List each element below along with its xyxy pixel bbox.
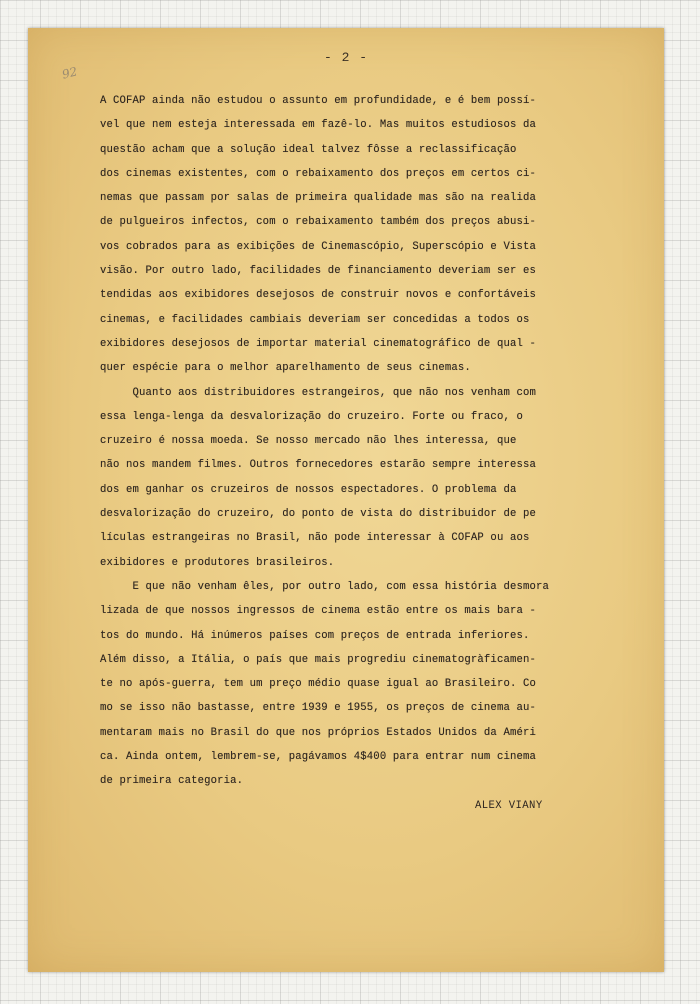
- text-line: nemas que passam por salas de primeira qualidade mas são na realida: [100, 192, 536, 205]
- text-line: essa lenga-lenga da desvalorização do cruzeiro. Forte ou fraco, o: [100, 410, 523, 423]
- typewritten-page: [28, 28, 664, 972]
- text-line: te no após-guerra, tem um preço médio quase igual ao Brasileiro. Co: [100, 678, 536, 691]
- text-line: exibidores desejosos de importar material cinematográfico de qual -: [100, 337, 536, 350]
- body-text: [100, 89, 620, 794]
- author-signature: ALEX VIANY: [475, 800, 543, 812]
- text-line: lizada de que nossos ingressos de cinema estão entre os mais bara -: [100, 605, 536, 618]
- text-line: Quanto aos distribuidores estrangeiros, que não nos venham com: [100, 386, 536, 399]
- text-line: quer espécie para o melhor aparelhamento de seus cinemas.: [100, 362, 471, 375]
- pencil-margin-note: 92: [60, 64, 79, 82]
- text-line: de pulgueiros infectos, com o rebaixamento também dos preços abusi-: [100, 216, 536, 229]
- text-line: cruzeiro é nossa moeda. Se nosso mercado não lhes interessa, que: [100, 435, 517, 448]
- text-line: visão. Por outro lado, facilidades de financiamento deveriam ser es: [100, 265, 536, 278]
- text-line: dos cinemas existentes, com o rebaixamento dos preços em certos ci-: [100, 167, 536, 180]
- text-line: E que não venham êles, por outro lado, com essa história desmora: [100, 580, 550, 593]
- text-line: vos cobrados para as exibições de Cinemascópio, Superscópio e Vista: [100, 240, 536, 253]
- text-line: de primeira categoria.: [100, 775, 244, 788]
- text-line: vel que nem esteja interessada em fazê-lo. Mas muitos estudiosos da: [100, 119, 536, 132]
- text-line: questão acham que a solução ideal talvez fôsse a reclassificação: [100, 143, 517, 156]
- text-line: mentaram mais no Brasil do que nos próprios Estados Unidos da Améri: [100, 726, 536, 739]
- page-number: - 2 -: [323, 50, 368, 65]
- text-line: cinemas, e facilidades cambiais deveriam ser concedidas a todos os: [100, 313, 530, 326]
- text-line: mo se isso não bastasse, entre 1939 e 1955, os preços de cinema au-: [100, 702, 536, 715]
- text-line: desvalorização do cruzeiro, do ponto de vista do distribuidor de pe: [100, 508, 536, 521]
- text-line: A COFAP ainda não estudou o assunto em profundidade, e é bem possí-: [100, 95, 536, 107]
- text-line: lículas estrangeiras no Brasil, não pode interessar à COFAP ou aos: [100, 532, 530, 545]
- text-line: tendidas aos exibidores desejosos de construir novos e confortáveis: [100, 289, 536, 302]
- text-line: Além disso, a Itália, o país que mais progrediu cinematogràficamen-: [100, 653, 536, 666]
- text-line: exibidores e produtores brasileiros.: [100, 556, 335, 569]
- text-line: não nos mandem filmes. Outros fornecedores estarão sempre interessa: [100, 459, 536, 472]
- text-line: ca. Ainda ontem, lembrem-se, pagávamos 4$400 para entrar num cinema: [100, 751, 536, 764]
- text-line: tos do mundo. Há inúmeros países com preços de entrada inferiores.: [100, 629, 530, 642]
- text-line: dos em ganhar os cruzeiros de nossos espectadores. O problema da: [100, 483, 517, 496]
